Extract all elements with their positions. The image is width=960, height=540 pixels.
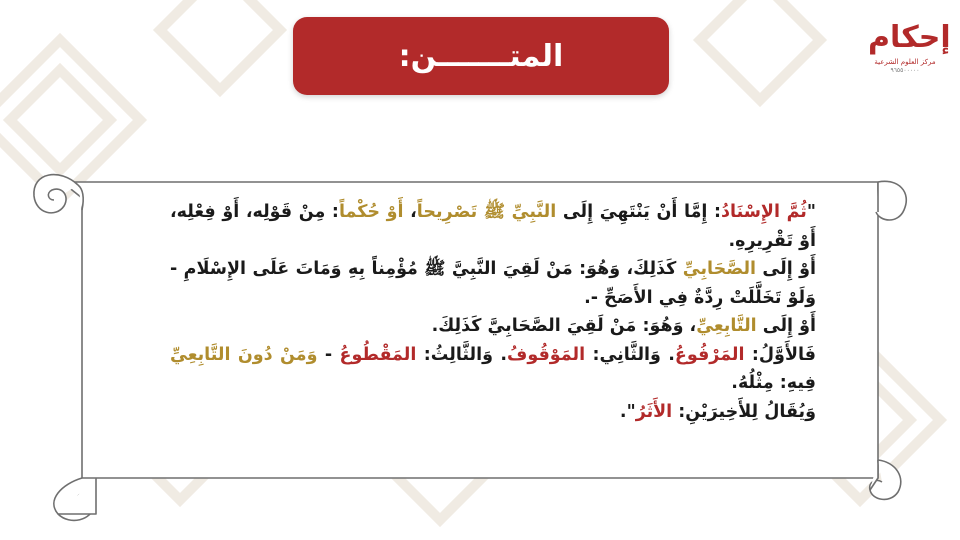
logo-wordmark: إحكام: [868, 20, 951, 55]
text-run: ": [806, 202, 817, 222]
text-run: أَوْ إِلَى: [756, 316, 816, 336]
text-run: ،: [403, 202, 417, 222]
logo-subtitle: مركز العلوم الشرعية: [874, 58, 936, 66]
term-explicit: النَّبِيِّ ﷺ تَصْرِيحاً: [416, 202, 557, 222]
term-below-tabii: وَمَنْ دُونَ التَّابِعِيِّ: [170, 344, 318, 365]
text-run: ، وَهُوَ: مَنْ لَقِيَ الصَّحَابِيَّ كَذَلِكَ.: [431, 316, 697, 336]
text-run: : مِنْ قَوْلِه، أَوْ فِعْلِه، أَوْ تَقْرِيرِهِ.: [170, 202, 816, 251]
matn-text: [170, 198, 816, 426]
term-sahabi: الصَّحَابِيِّ: [682, 259, 757, 279]
text-run: فَالأَوَّلُ:: [744, 344, 816, 365]
term-marfu: المَرْفُوعُ: [674, 344, 745, 365]
text-run: . وَالثَّانِي:: [585, 344, 675, 365]
text-run: : إِمَّا أَنْ يَنْتَهِيَ إِلَى: [556, 202, 722, 222]
term-ruling: أَوْ حُكْماً: [338, 202, 404, 222]
paragraph-sahabi: [170, 255, 816, 312]
text-run: فِيهِ: مِثْلُهُ.: [731, 373, 816, 393]
text-run: كَذَلِكَ، وَهُوَ: مَنْ لَقِيَ النَّبِيَّ ﷺ مُؤْمِناً بِهِ وَمَاتَ عَلَى الإِسْلَامِ - وَلَوْ تَخَلَّلَتْ رِدَّةٌ فِي الأَصَحِّ -.: [170, 259, 816, 308]
page-title: المتـــــــن:: [398, 38, 564, 74]
paragraph-types: [170, 341, 816, 398]
paragraph-athar: [170, 398, 816, 427]
text-run: -: [317, 344, 340, 365]
term-mawquf: المَوْقُوفُ: [507, 344, 586, 365]
term-athar: الأَثَرُ: [635, 401, 673, 422]
text-run: وَيُقَالُ لِلأَخِيرَيْنِ:: [672, 401, 816, 422]
paragraph-tabii: [170, 312, 816, 341]
logo-phone: ٩٦٥٥٠٠٠٠٠: [890, 67, 920, 74]
term-maqtu: المَقْطُوعُ: [339, 344, 417, 365]
paragraph-isnad: [170, 198, 816, 255]
term-isnad: ثُمَّ الإِسْنَادُ: [721, 202, 807, 222]
text-run: . وَالثَّالِثُ:: [416, 344, 508, 365]
text-run: أَوْ إِلَى: [756, 259, 816, 279]
term-tabii: التَّابِعِيِّ: [696, 316, 757, 336]
text-run: ".: [619, 401, 636, 422]
